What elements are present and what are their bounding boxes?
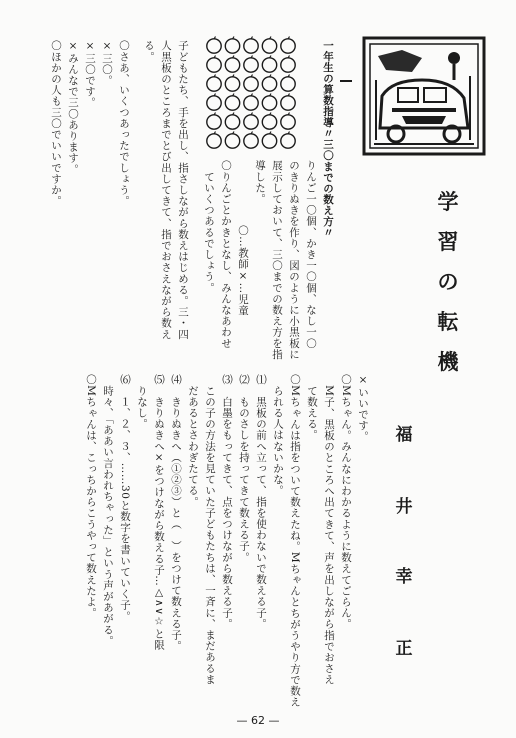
- dialog-line: 〇ほかの人も三〇でいいですか。: [50, 40, 62, 207]
- children-line: 人黒板のところまでとび出してきて、指でおさえながら数え: [160, 40, 172, 340]
- body-line: て数える。: [306, 374, 318, 441]
- body-line: ⑴ 黒板の前へ立って、指を使わないで数える子。: [255, 374, 267, 630]
- body-line: 〇Mちゃんは指をついて数えたね。Mちゃんとちがうやり方で数え: [289, 374, 301, 708]
- dialog-line: ×みんなで三〇あります。: [67, 40, 79, 175]
- fruit-cutout: [225, 39, 239, 53]
- fruit-cutout: [207, 77, 221, 91]
- fruit-cutout: [262, 115, 276, 129]
- body-line: 時々、「ああい言われちゃった」という声があがる。: [102, 374, 114, 647]
- author-char: 正: [395, 639, 413, 659]
- fruit-cutout: [225, 134, 239, 148]
- section-number-mark: [340, 80, 352, 82]
- fruit-cutout: [281, 77, 295, 91]
- title-char: の: [437, 269, 459, 294]
- fruit-cutout: [244, 39, 258, 53]
- body-line: ⑵ ものさしを持ってきて数える子。: [238, 374, 250, 563]
- fruit-cutout: [207, 115, 221, 129]
- title-char: 転: [437, 309, 459, 334]
- fruit-cutout: [225, 96, 239, 110]
- body-line: ⑶ 白墨をもってきて、点をつけながら数える子。: [221, 374, 233, 630]
- fruit-cutout: [281, 39, 295, 53]
- children-line: 子どもたち、手を出し、指さしながら数えはじめる。三・四: [177, 40, 189, 340]
- title-char: 機: [437, 349, 459, 374]
- car-drawing-illustration: [362, 36, 486, 156]
- body-line: ⑷ きりぬきへ（①②③）と（ ）をつけて数える子。: [170, 374, 182, 652]
- fruit-cutout: [281, 134, 295, 148]
- fruit-cutout: [262, 134, 276, 148]
- fruit-cutout: [244, 77, 258, 91]
- fruit-cutout: [281, 96, 295, 110]
- author-char: 幸: [395, 567, 413, 587]
- legend-child: ×…児童: [237, 270, 249, 316]
- author-char: 福: [395, 425, 413, 445]
- legend-teacher: 〇…教師: [237, 225, 249, 270]
- section-heading: 一年生の算数指導〃三〇までの数え方〃: [322, 40, 334, 238]
- teacher-line: ていくつあるでしょう。: [203, 160, 215, 294]
- fruit-cutout: [244, 96, 258, 110]
- body-line: られる人はないかな。: [272, 374, 284, 497]
- body-line: ⑹ １、２、３、……30と数字を書いていく子。: [119, 374, 131, 622]
- dialog-line: ×三〇です。: [84, 40, 96, 109]
- intro-line: のきりぬきを作り、図のように小黒板に: [288, 160, 300, 360]
- fruit-cutouts-illustration: [205, 36, 297, 154]
- fruit-cutout: [225, 77, 239, 91]
- author-char: 井: [395, 497, 413, 517]
- fruit-cutout: [225, 115, 239, 129]
- fruit-cutout: [262, 39, 276, 53]
- body-line: りなし。: [136, 374, 148, 430]
- fruit-cutout: [207, 96, 221, 110]
- body-line: ⑸ きりぬきへ×をつけながら数える子…△∧∨☆と限: [153, 374, 165, 651]
- intro-line: 導した。: [254, 160, 266, 205]
- body-line: この子の方法を見ていた子どもたちは、一斉に、まだあるま: [204, 374, 216, 685]
- fruit-cutout: [281, 115, 295, 129]
- teacher-line: 〇りんごとかきとなし、みんなあわせ: [220, 160, 232, 349]
- title-char: 学: [437, 189, 459, 214]
- body-line: ×いいです。: [357, 374, 369, 443]
- title-char: 習: [437, 229, 459, 254]
- body-line: M子、黒板のところへ出てきて、声を出しながら指でおさえ: [323, 374, 335, 686]
- fruit-cutout: [281, 58, 295, 72]
- fruit-cutout: [262, 77, 276, 91]
- fruit-cutout: [262, 58, 276, 72]
- fruit-cutout: [207, 134, 221, 148]
- page-number: — 62 —: [236, 714, 280, 727]
- intro-line: りんご一〇個、かき一〇個、なし一〇: [305, 160, 317, 349]
- body-line: 〇Mちゃん。みんなにわかるように数えてごらん。: [340, 374, 352, 630]
- children-line: る。: [143, 40, 155, 63]
- dialog-line: ×三〇。: [101, 40, 113, 86]
- fruit-cutout: [207, 58, 221, 72]
- intro-line: 展示しておいて、三〇までの数え方を指: [271, 160, 283, 360]
- body-line: 〇Mちゃんは、こっちからこうやって数えたよ。: [85, 374, 97, 619]
- fruit-cutout: [244, 58, 258, 72]
- fruit-cutout: [207, 39, 221, 53]
- fruit-cutout: [225, 58, 239, 72]
- fruit-cutout: [262, 96, 276, 110]
- body-line: だあるとさわぎたてる。: [187, 374, 199, 508]
- dialog-line: 〇さあ、いくつあったでしょう。: [118, 40, 130, 207]
- fruit-cutout: [244, 115, 258, 129]
- fruit-cutout: [244, 134, 258, 148]
